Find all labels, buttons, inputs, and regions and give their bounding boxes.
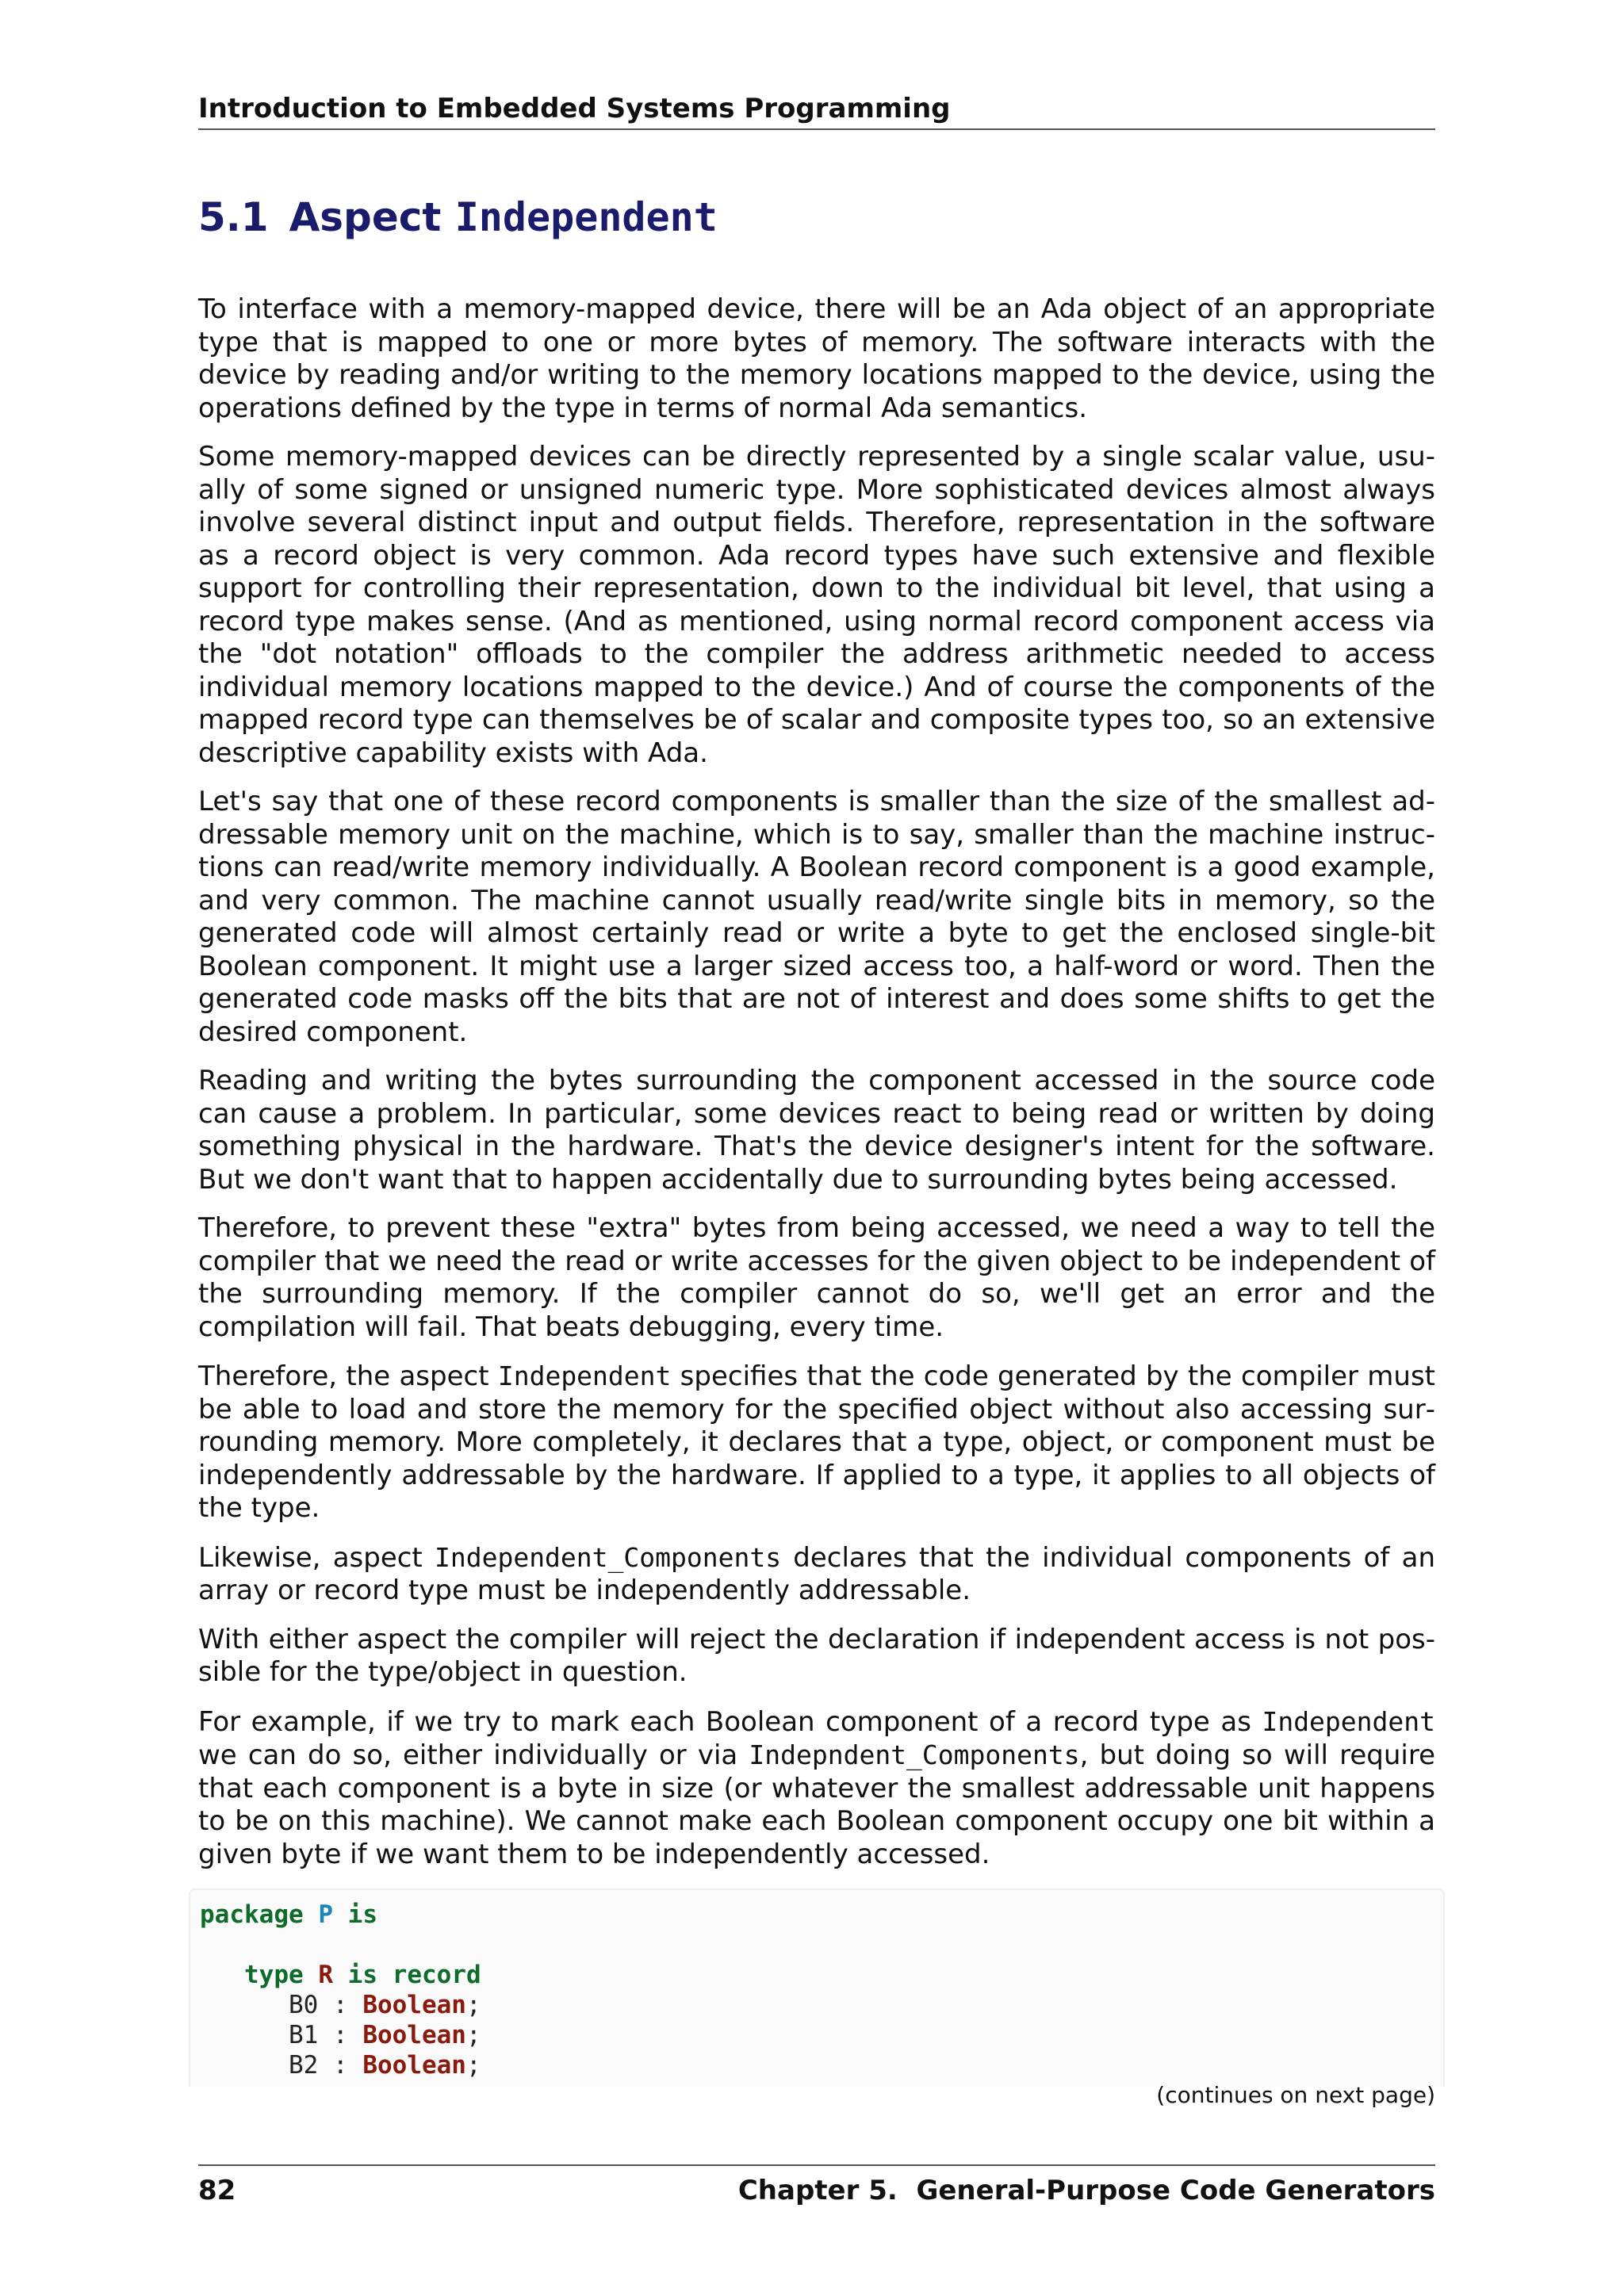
code-separator: : bbox=[318, 2051, 363, 2080]
code-component-type: Boolean bbox=[362, 2051, 466, 2080]
page-number: 82 bbox=[198, 2175, 236, 2206]
section-number: 5.1 bbox=[198, 194, 269, 240]
continues-note: (continues on next page) bbox=[1156, 2082, 1435, 2108]
section-title bbox=[198, 192, 718, 243]
paragraph-8: With either aspect the compiler will reject the declaration if independent access is not possible for the type/object in question. bbox=[198, 1623, 1435, 1688]
paragraph-9-text-a: For example, if we try to mark each Boolean component of a record type as bbox=[198, 1705, 1262, 1738]
code-listing bbox=[200, 1900, 1443, 2080]
inline-code-indepndent-components: Indepndent_Components bbox=[749, 1739, 1080, 1770]
code-package-name: P bbox=[318, 1900, 333, 1929]
paragraph-2: Some memory-mapped devices can be directly represented by a single scalar value, usually of some signed or unsigned numeric type. More sophisticated devices almost always involve several distinct input and output fields. Therefore, representation in the software as a record object is very common. Ada record types have such extensive and flexible support for controlling their representation, down to the individual bit level, that using a record type makes sense. (And as mentioned, using normal record component access via the "dot notation" offloads to the compiler the address arithmetic needed to access individual memory locations mapped to the device.) And of course the components of the mapped record type can themselves be of scalar and composite types too, so an extensive descriptive capability exists with Ada. bbox=[198, 441, 1435, 769]
paragraph-9-text-b: we can do so, either individually or via bbox=[198, 1739, 749, 1771]
footer-rule bbox=[198, 2164, 1435, 2166]
header-rule bbox=[198, 128, 1435, 130]
paragraph-6-text-a: Therefore, the aspect bbox=[198, 1360, 498, 1392]
code-component-name: B1 bbox=[288, 2021, 319, 2049]
body-text bbox=[198, 293, 1435, 1887]
paragraph-1: To interface with a memory-mapped device, there will be an Ada object of an appropriate type that is mapped to one or more bytes of memory. The software interacts with the device by reading and/or writing to the memory locations mapped to the device, using the operations defined by the type in terms of normal Ada semantics. bbox=[198, 293, 1435, 424]
code-terminator: ; bbox=[465, 2021, 481, 2049]
code-type-name: R bbox=[318, 1961, 333, 1989]
running-header: Introduction to Embedded Systems Programming bbox=[198, 93, 951, 124]
inline-code-independent-components: Independent_Components bbox=[434, 1541, 782, 1573]
code-keyword-type: type bbox=[244, 1961, 304, 1989]
code-component-type: Boolean bbox=[362, 1991, 466, 2019]
code-keyword-is: is bbox=[347, 1900, 377, 1929]
code-component-name: B0 bbox=[288, 1991, 319, 2019]
paragraph-7-text-b: declares that the individual components of an array or record type must be independently addressable. bbox=[198, 1541, 1435, 1606]
paragraph-7-text-a: Likewise, aspect bbox=[198, 1541, 435, 1574]
paragraph-7 bbox=[198, 1541, 1435, 1608]
paragraph-9 bbox=[198, 1705, 1435, 1872]
paragraph-6-text-b: specifies that the code generated by the compiler must be able to load and store the memory for the specified object without also accessing surrounding memory. More completely, it declares that a type, object, or component must be independently addressable by the hardware. If applied to a type, it applies to all objects of the type. bbox=[198, 1360, 1435, 1524]
paragraph-5: Therefore, to prevent these "extra" bytes from being accessed, we need a way to tell the compiler that we need the read or write accesses for the given object to be independent of the surrounding memory. If the compiler cannot do so, we'll get an error and the compilation will fail. That beats debugging, every time. bbox=[198, 1212, 1435, 1343]
code-keyword-is-record: is record bbox=[347, 1961, 481, 1989]
paragraph-6 bbox=[198, 1360, 1435, 1525]
section-title-word: Aspect bbox=[289, 194, 442, 240]
paragraph-9-text-c: , but doing so will require that each component is a byte in size (or whatever the smallest addressable unit happens to be on this machine). We cannot make each Boolean component occupy one bit within a given byte if we want them to be independently accessed. bbox=[198, 1739, 1435, 1870]
code-separator: : bbox=[318, 1991, 363, 2019]
section-title-code: Independent bbox=[454, 194, 718, 240]
code-terminator: ; bbox=[465, 2051, 481, 2080]
inline-code-independent-2: Independent bbox=[1262, 1705, 1435, 1737]
code-terminator: ; bbox=[465, 1991, 481, 2019]
code-keyword-package: package bbox=[200, 1900, 304, 1929]
footer-chapter-title: Chapter 5. General-Purpose Code Generators bbox=[737, 2175, 1435, 2206]
code-block bbox=[189, 1888, 1445, 2087]
paragraph-3: Let's say that one of these record components is smaller than the size of the smallest addressable memory unit on the machine, which is to say, smaller than the machine instructions can read/write memory individually. A Boolean record component is a good example, and very common. The machine cannot usually read/write single bits in memory, so the generated code will almost certainly read or write a byte to get the enclosed single-bit Boolean component. It might use a larger sized access too, a half-word or word. Then the generated code masks off the bits that are not of interest and does some shifts to get the desired component. bbox=[198, 786, 1435, 1048]
code-component-name: B2 bbox=[288, 2051, 319, 2080]
code-component-type: Boolean bbox=[362, 2021, 466, 2049]
inline-code-independent: Independent bbox=[497, 1360, 672, 1391]
code-separator: : bbox=[318, 2021, 363, 2049]
paragraph-4: Reading and writing the bytes surrounding the component accessed in the source code can cause a problem. In particular, some devices react to being read or written by doing something physical in the hardware. That's the device designer's intent for the software. But we don't want that to happen accidentally due to surrounding bytes being accessed. bbox=[198, 1065, 1435, 1196]
